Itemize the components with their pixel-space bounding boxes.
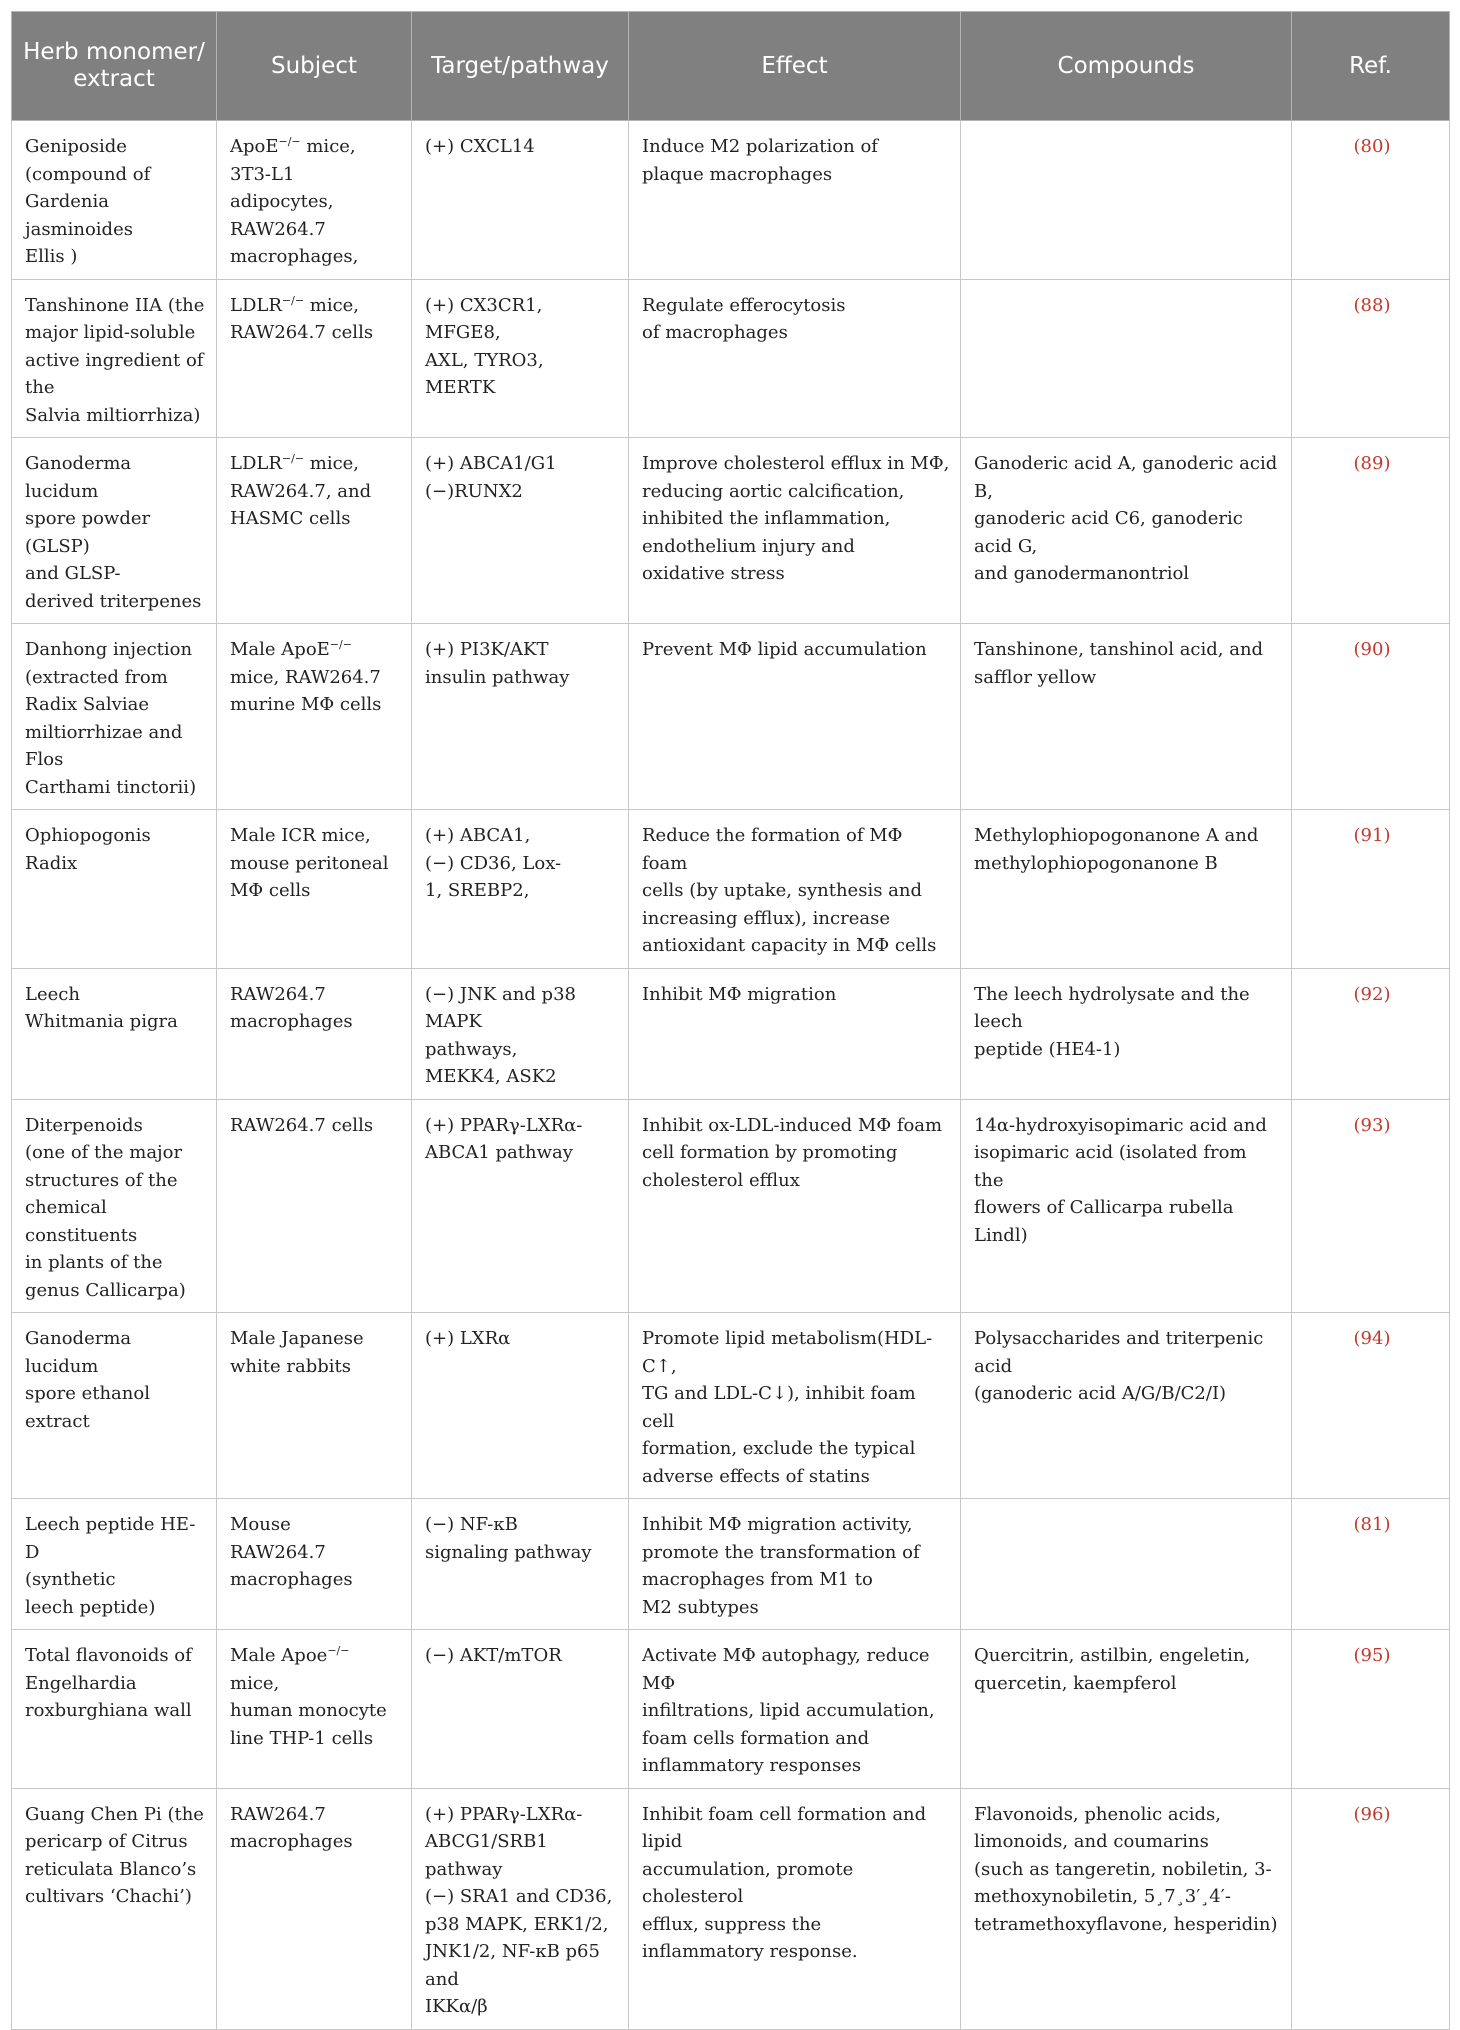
cell-subject: RAW264.7 macrophages	[217, 1788, 412, 2029]
cell-subject: Mouse RAW264.7 macrophages	[217, 1499, 412, 1630]
cell-target: (−) JNK and p38 MAPK pathways, MEKK4, ASK2	[412, 968, 629, 1099]
table-row	[12, 1499, 1450, 1630]
cell-target: (+) CXCL14	[412, 121, 629, 280]
cell-effect: Activate MΦ autophagy, reduce MΦ infiltrations, lipid accumulation, foam cells formation and inflammatory responses	[629, 1630, 961, 1789]
cell-ref: (90)	[1292, 624, 1450, 810]
table-row	[12, 624, 1450, 810]
cell-subject: ApoE−/− mice, 3T3-L1 adipocytes, RAW264.7 macrophages,	[217, 121, 412, 280]
cell-subject: Male Apoe−/− mice, human monocyte line THP-1 cells	[217, 1630, 412, 1789]
cell-ref: (96)	[1292, 1788, 1450, 2029]
cell-herb: Ganoderma lucidum spore powder (GLSP) and GLSP- derived triterpenes	[12, 438, 217, 624]
cell-target: (+) PI3K/AKT insulin pathway	[412, 624, 629, 810]
herb-table	[11, 11, 1450, 2030]
cell-effect: Inhibit ox-LDL-induced MΦ foam cell formation by promoting cholesterol efflux	[629, 1099, 961, 1313]
cell-effect: Regulate efferocytosis of macrophages	[629, 279, 961, 438]
cell-target: (−) AKT/mTOR	[412, 1630, 629, 1789]
cell-subject: Male ICR mice, mouse peritoneal MΦ cells	[217, 810, 412, 969]
cell-compounds: Quercitrin, astilbin, engeletin, quercetin, kaempferol	[961, 1630, 1292, 1789]
cell-ref: (94)	[1292, 1313, 1450, 1499]
cell-effect: Inhibit MΦ migration	[629, 968, 961, 1099]
cell-effect: Inhibit MΦ migration activity, promote the transformation of macrophages from M1 to M2 subtypes	[629, 1499, 961, 1630]
cell-ref: (81)	[1292, 1499, 1450, 1630]
cell-subject: LDLR−/− mice, RAW264.7, and HASMC cells	[217, 438, 412, 624]
cell-subject: LDLR−/− mice, RAW264.7 cells	[217, 279, 412, 438]
cell-herb: Guang Chen Pi (the pericarp of Citrus reticulata Blanco’s cultivars ‘Chachi’)	[12, 1788, 217, 2029]
cell-ref: (92)	[1292, 968, 1450, 1099]
cell-ref: (93)	[1292, 1099, 1450, 1313]
cell-compounds	[961, 279, 1292, 438]
cell-herb: Ganoderma lucidum spore ethanol extract	[12, 1313, 217, 1499]
cell-ref: (88)	[1292, 279, 1450, 438]
cell-compounds	[961, 121, 1292, 280]
cell-effect: Improve cholesterol efflux in MΦ, reducing aortic calcification, inhibited the inflammation, endothelium injury and oxidative stress	[629, 438, 961, 624]
cell-herb: Ophiopogonis Radix	[12, 810, 217, 969]
cell-compounds: Polysaccharides and triterpenic acid (ganoderic acid A/G/B/C2/I)	[961, 1313, 1292, 1499]
cell-target: (+) PPARγ-LXRα- ABCA1 pathway	[412, 1099, 629, 1313]
table-body	[12, 121, 1450, 2030]
table-row	[12, 438, 1450, 624]
cell-effect: Reduce the formation of MΦ foam cells (by uptake, synthesis and increasing efflux), increase antioxidant capacity in MΦ cells	[629, 810, 961, 969]
cell-compounds: Tanshinone, tanshinol acid, and safflor yellow	[961, 624, 1292, 810]
cell-subject: RAW264.7 cells	[217, 1099, 412, 1313]
cell-effect: Promote lipid metabolism(HDL-C↑, TG and LDL-C↓), inhibit foam cell formation, exclude the typical adverse effects of statins	[629, 1313, 961, 1499]
cell-compounds: Ganoderic acid A, ganoderic acid B, ganoderic acid C6, ganoderic acid G, and ganodermanontriol	[961, 438, 1292, 624]
table-row	[12, 1099, 1450, 1313]
table-row	[12, 1630, 1450, 1789]
table-row	[12, 121, 1450, 280]
cell-ref: (89)	[1292, 438, 1450, 624]
cell-subject: RAW264.7 macrophages	[217, 968, 412, 1099]
header-subject: Subject	[217, 12, 412, 121]
cell-effect: Prevent MΦ lipid accumulation	[629, 624, 961, 810]
cell-herb: Tanshinone IIA (the major lipid-soluble active ingredient of the Salvia miltiorrhiza)	[12, 279, 217, 438]
header-target: Target/pathway	[412, 12, 629, 121]
cell-compounds: Flavonoids, phenolic acids, limonoids, and coumarins (such as tangeretin, nobiletin, 3- methoxynobiletin, 5¸7¸3′¸4′- tetramethoxyflavone, hesperidin)	[961, 1788, 1292, 2029]
cell-compounds: 14α-hydroxyisopimaric acid and isopimaric acid (isolated from the flowers of Callicarpa rubella Lindl)	[961, 1099, 1292, 1313]
cell-target: (+) PPARγ-LXRα- ABCG1/SRB1 pathway (−) SRA1 and CD36, p38 MAPK, ERK1/2, JNK1/2, NF-κB p65 and IKKα/β	[412, 1788, 629, 2029]
cell-target: (+) ABCA1, (−) CD36, Lox- 1, SREBP2,	[412, 810, 629, 969]
cell-ref: (95)	[1292, 1630, 1450, 1789]
cell-compounds: Methylophiopogonanone A and methylophiopogonanone B	[961, 810, 1292, 969]
cell-target: (+) CX3CR1, MFGE8, AXL, TYRO3, MERTK	[412, 279, 629, 438]
header-herb: Herb monomer/ extract	[12, 12, 217, 121]
table-header	[12, 12, 1450, 121]
header-compounds: Compounds	[961, 12, 1292, 121]
table-row	[12, 1313, 1450, 1499]
cell-herb: Danhong injection (extracted from Radix Salviae miltiorrhizae and Flos Carthami tinctorii)	[12, 624, 217, 810]
table-row	[12, 1788, 1450, 2029]
cell-ref: (80)	[1292, 121, 1450, 280]
cell-target: (+) ABCA1/G1 (−)RUNX2	[412, 438, 629, 624]
cell-compounds: The leech hydrolysate and the leech peptide (HE4-1)	[961, 968, 1292, 1099]
cell-subject: Male Japanese white rabbits	[217, 1313, 412, 1499]
table-container	[11, 11, 1449, 2030]
cell-ref: (91)	[1292, 810, 1450, 969]
table-row	[12, 810, 1450, 969]
cell-herb: Total flavonoids of Engelhardia roxburghiana wall	[12, 1630, 217, 1789]
table-row	[12, 968, 1450, 1099]
table-row	[12, 279, 1450, 438]
cell-herb: Leech Whitmania pigra	[12, 968, 217, 1099]
cell-effect: Induce M2 polarization of plaque macrophages	[629, 121, 961, 280]
header-effect: Effect	[629, 12, 961, 121]
cell-herb: Leech peptide HE-D (synthetic leech peptide)	[12, 1499, 217, 1630]
header-ref: Ref.	[1292, 12, 1450, 121]
cell-target: (+) LXRα	[412, 1313, 629, 1499]
cell-target: (−) NF-κB signaling pathway	[412, 1499, 629, 1630]
cell-herb: Geniposide (compound of Gardenia jasminoides Ellis )	[12, 121, 217, 280]
cell-compounds	[961, 1499, 1292, 1630]
header-row	[12, 12, 1450, 121]
cell-subject: Male ApoE−/− mice, RAW264.7 murine MΦ cells	[217, 624, 412, 810]
cell-herb: Diterpenoids (one of the major structures of the chemical constituents in plants of the genus Callicarpa)	[12, 1099, 217, 1313]
cell-effect: Inhibit foam cell formation and lipid accumulation, promote cholesterol efflux, suppress the inflammatory response.	[629, 1788, 961, 2029]
